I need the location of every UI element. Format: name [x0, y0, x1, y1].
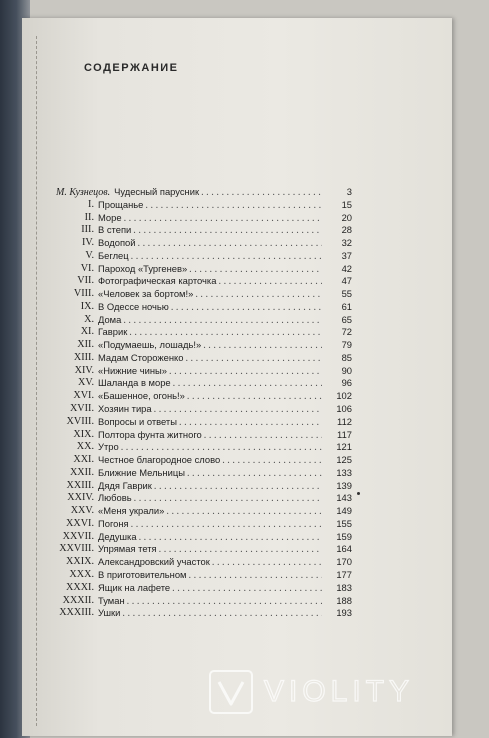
toc-title-line	[98, 467, 322, 481]
toc-entry	[56, 199, 352, 212]
chapter-title: Дедушка	[98, 530, 137, 542]
toc-entry	[56, 263, 352, 276]
toc-entry	[56, 492, 352, 505]
paper-speck	[357, 492, 360, 495]
toc-entry	[56, 275, 352, 288]
chapter-number: V.	[85, 249, 94, 261]
page-number: 90	[341, 364, 352, 376]
page-number: 15	[341, 198, 352, 210]
chapter-title: «Подумаешь, лошадь!»	[98, 339, 202, 351]
toc-title-line	[98, 505, 322, 519]
toc-entry	[56, 441, 352, 454]
chapter-number: XXXIII.	[59, 607, 94, 619]
preface-author: М. Кузнецов.	[56, 187, 111, 198]
toc-entry	[56, 250, 352, 263]
toc-entry	[56, 416, 352, 429]
chapter-title: Пароход «Тургенев»	[98, 262, 188, 274]
toc-entry	[56, 505, 352, 518]
page-number: 42	[341, 262, 352, 274]
chapter-number: XVIII.	[66, 415, 94, 427]
toc-title-line	[98, 429, 322, 443]
toc-entry	[56, 582, 352, 595]
toc-title-line	[98, 454, 322, 468]
chapter-title: Ушки	[98, 607, 121, 619]
page-number: 102	[336, 390, 352, 402]
chapter-title: «Меня украли»	[98, 505, 165, 517]
watermark	[208, 668, 414, 716]
toc-title-line	[98, 275, 322, 289]
toc-title-line	[98, 480, 322, 494]
page-number: 183	[336, 581, 352, 593]
chapter-title: Гаврик	[98, 326, 128, 338]
toc-title-line	[98, 326, 322, 340]
chapter-title: Честное благородное слово	[98, 454, 221, 466]
chapter-number: I.	[88, 198, 94, 210]
toc-title-line	[98, 416, 322, 430]
binding-stitch-line	[36, 36, 37, 726]
chapter-number: XXIX.	[65, 556, 94, 568]
chapter-title: Хозяин тира	[98, 403, 152, 415]
chapter-title: «Человек за бортом!»	[98, 288, 194, 300]
toc-title-line	[98, 301, 322, 315]
toc-entry	[56, 531, 352, 544]
page-number: 55	[341, 288, 352, 300]
chapter-number: XIII.	[73, 351, 94, 363]
chapter-number: XXXI.	[65, 581, 94, 593]
page-number: 121	[336, 441, 352, 453]
chapter-number: XV.	[78, 377, 94, 389]
toc-entry	[56, 595, 352, 608]
page-number: 79	[341, 339, 352, 351]
chapter-number: VIII.	[73, 288, 94, 300]
toc-entry	[56, 314, 352, 327]
chapter-number: II.	[84, 211, 94, 223]
page-number: 72	[341, 326, 352, 338]
toc-title-line	[98, 250, 322, 264]
toc-title-line	[98, 352, 322, 366]
toc-entry	[56, 569, 352, 582]
toc-entry	[56, 326, 352, 339]
toc-title-line	[98, 365, 322, 379]
chapter-title: Дядя Гаврик	[98, 479, 152, 491]
page-number: 193	[336, 607, 352, 619]
toc-title-line	[98, 543, 322, 557]
chapter-number: XXII.	[69, 466, 94, 478]
chapter-title: Утро	[98, 441, 119, 453]
chapter-number: XIX.	[73, 428, 94, 440]
page-number: 170	[336, 556, 352, 568]
page-number: 106	[336, 403, 352, 415]
toc-title-line	[98, 263, 322, 277]
page-number: 28	[341, 224, 352, 236]
contents-heading: СОДЕРЖАНИЕ	[84, 62, 179, 74]
chapter-title: Ящик на лафете	[98, 581, 171, 593]
chapter-title: Водопой	[98, 237, 136, 249]
toc-entry	[56, 339, 352, 352]
chapter-number: XVI.	[73, 390, 94, 402]
toc-entry	[56, 390, 352, 403]
chapter-number: XXIV.	[67, 492, 94, 504]
toc-entry	[56, 467, 352, 480]
toc-title-line	[98, 314, 322, 328]
chapter-title: «Нижние чины»	[98, 364, 167, 376]
page-number: 143	[336, 492, 352, 504]
chapter-title: Прощанье	[98, 198, 144, 210]
toc-title-line	[98, 212, 322, 226]
chapter-number: XXV.	[70, 505, 94, 517]
chapter-number: XXVII.	[62, 530, 94, 542]
chapter-number: X.	[84, 313, 94, 325]
toc-title-line	[98, 237, 322, 251]
chapter-number: XXXII.	[62, 594, 94, 606]
toc-title-line	[98, 595, 322, 609]
chapter-number: XXX.	[69, 568, 94, 580]
toc-entry	[56, 556, 352, 569]
page-number: 20	[341, 211, 352, 223]
toc-entry	[56, 237, 352, 250]
page-number: 96	[341, 377, 352, 389]
toc-entry	[56, 480, 352, 493]
chapter-number: III.	[81, 224, 94, 236]
chapter-title: Беглец	[98, 249, 129, 261]
page-number: 32	[341, 237, 352, 249]
chapter-title: В Одессе ночью	[98, 300, 169, 312]
chapter-number: XXVI.	[65, 517, 94, 529]
toc-title-line	[98, 607, 322, 621]
toc-entry	[56, 352, 352, 365]
page-number: 112	[337, 415, 352, 427]
toc-title-line	[98, 518, 322, 532]
toc-title-line	[98, 492, 322, 506]
chapter-number: IV.	[82, 237, 94, 249]
chapter-title: Любовь	[98, 492, 132, 504]
table-of-contents	[56, 186, 352, 620]
toc-entry	[56, 301, 352, 314]
chapter-number: XVII.	[69, 403, 94, 415]
dot-leader	[122, 608, 322, 621]
toc-entry	[56, 212, 352, 225]
toc-entry	[56, 403, 352, 416]
toc-entry	[56, 607, 352, 620]
toc-title-line	[56, 186, 322, 200]
chapter-title: Александровский участок	[98, 556, 210, 568]
page-number: 159	[336, 530, 352, 542]
toc-title-line	[98, 403, 322, 417]
toc-title-line	[98, 288, 322, 302]
chapter-title: Фотографическая карточка	[98, 275, 217, 287]
toc-entry	[56, 186, 352, 199]
chapter-title: Ближние Мельницы	[98, 466, 185, 478]
toc-title-line	[98, 390, 322, 404]
chapter-number: IX.	[80, 300, 94, 312]
toc-title-line	[98, 569, 322, 583]
toc-title-line	[98, 441, 322, 455]
chapter-title: Мадам Стороженко	[98, 351, 184, 363]
toc-title-line	[98, 199, 322, 213]
page-number: 125	[336, 454, 352, 466]
chapter-title: Погоня	[98, 517, 129, 529]
toc-entry	[56, 454, 352, 467]
chapter-title: В приготовительном	[98, 568, 187, 580]
page-number: 85	[341, 351, 352, 363]
page-number: 177	[336, 568, 352, 580]
chapter-number: XXVIII.	[59, 543, 94, 555]
toc-title-line	[98, 224, 322, 238]
toc-title-line	[98, 531, 322, 545]
chapter-title: Вопросы и ответы	[98, 415, 177, 427]
chapter-number: VI.	[80, 262, 94, 274]
toc-title-line	[98, 582, 322, 596]
toc-title-line	[98, 556, 322, 570]
page-number: 155	[336, 517, 352, 529]
page-number: 149	[336, 505, 352, 517]
chapter-number: XI.	[80, 326, 94, 338]
toc-entry	[56, 429, 352, 442]
toc-entry	[56, 518, 352, 531]
violity-logo-icon	[208, 669, 254, 715]
chapter-title: Шаланда в море	[98, 377, 171, 389]
toc-entry	[56, 288, 352, 301]
page-number: 37	[341, 249, 352, 261]
page-number: 47	[341, 275, 352, 287]
page-number: 164	[336, 543, 352, 555]
toc-title-line	[98, 377, 322, 391]
toc-entry	[56, 224, 352, 237]
chapter-title: Чудесный парусник	[114, 186, 200, 197]
chapter-number: XX.	[76, 441, 94, 453]
chapter-number: XXIII.	[66, 479, 94, 491]
chapter-title: «Башенное, огонь!»	[98, 390, 185, 402]
toc-entry	[56, 543, 352, 556]
chapter-number: XII.	[77, 339, 94, 351]
chapter-title: Туман	[98, 594, 125, 606]
page-number: 61	[341, 300, 352, 312]
page-number: 3	[346, 186, 352, 197]
chapter-title: В степи	[98, 224, 132, 236]
chapter-number: XXI.	[73, 454, 94, 466]
page-number: 117	[337, 428, 352, 440]
page-number: 133	[336, 466, 352, 478]
toc-entry	[56, 377, 352, 390]
page-number: 139	[336, 479, 352, 491]
chapter-title: Полтора фунта житного	[98, 428, 202, 440]
chapter-number: XIV.	[74, 364, 94, 376]
chapter-title: Дома	[98, 313, 122, 325]
chapter-title: Море	[98, 211, 122, 223]
page-number: 188	[336, 594, 352, 606]
toc-title-line	[98, 339, 322, 353]
watermark-text: VIOLITY	[264, 675, 415, 708]
toc-entry	[56, 365, 352, 378]
chapter-number: VII.	[77, 275, 94, 287]
page-number: 65	[341, 313, 352, 325]
chapter-title: Упрямая тетя	[98, 543, 157, 555]
